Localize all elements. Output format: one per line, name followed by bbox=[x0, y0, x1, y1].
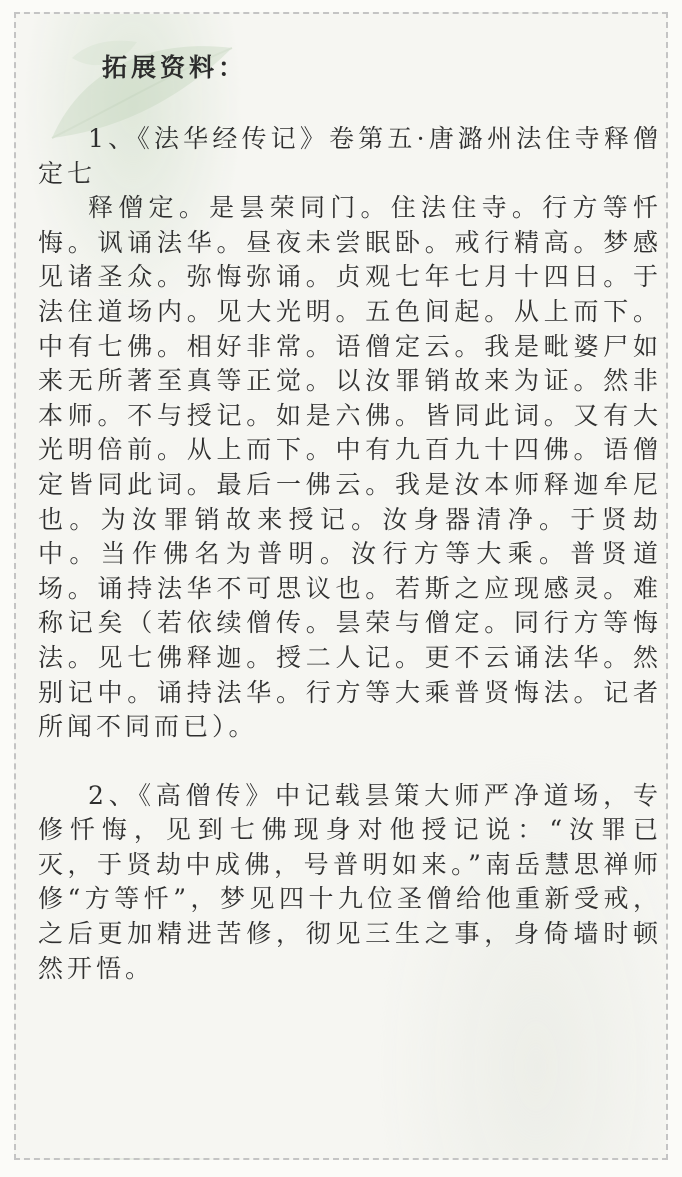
section-title: 拓展资料： bbox=[102, 53, 248, 82]
dashed-frame bbox=[14, 12, 668, 1160]
section1-body: 释僧定。是昙荣同门。住法住寺。行方等忏悔。讽诵法华。昼夜未尝眠卧。戒行精高。梦感见诸圣众。弥悔弥诵。贞观七年七月十四日。于法住道场内。见大光明。五色间起。从上而下。中有七佛。相好非常。语僧定云。我是毗婆尸如来无所著至真等正觉。以汝罪销故来为证。然非本师。不与授记。如是六佛。皆同此词。又有大光明倍前。从上而下。中有九百九十四佛。语僧定皆同此词。最后一佛云。我是汝本师释迦牟尼也。为汝罪销故来授记。汝身器清净。于贤劫中。当作佛名为普明。汝行方等大乘。普贤道场。诵持法华不可思议也。若斯之应现感灵。难称记矣（若依续僧传。昙荣与僧定。同行方等悔法。见七佛释迦。授二人记。更不云诵法华。然别记中。诵持法华。行方等大乘普贤悔法。记者所闻不同而已）。 bbox=[38, 193, 662, 742]
paragraph-spacer bbox=[38, 745, 662, 779]
article bbox=[38, 48, 662, 986]
section1-heading: 1、《法华经传记》卷第五·唐潞州法住寺释僧定七 bbox=[38, 124, 662, 188]
section2-body: 2、《高僧传》中记载昙策大师严净道场，专修忏悔，见到七佛现身对他授记说：“汝罪已灭，于贤劫中成佛，号普明如来。”南岳慧思禅师修“方等忏”，梦见四十九位圣僧给他重新受戒，之后更加精进苦修，彻见三生之事，身倚墙时顿然开悟。 bbox=[38, 780, 662, 983]
